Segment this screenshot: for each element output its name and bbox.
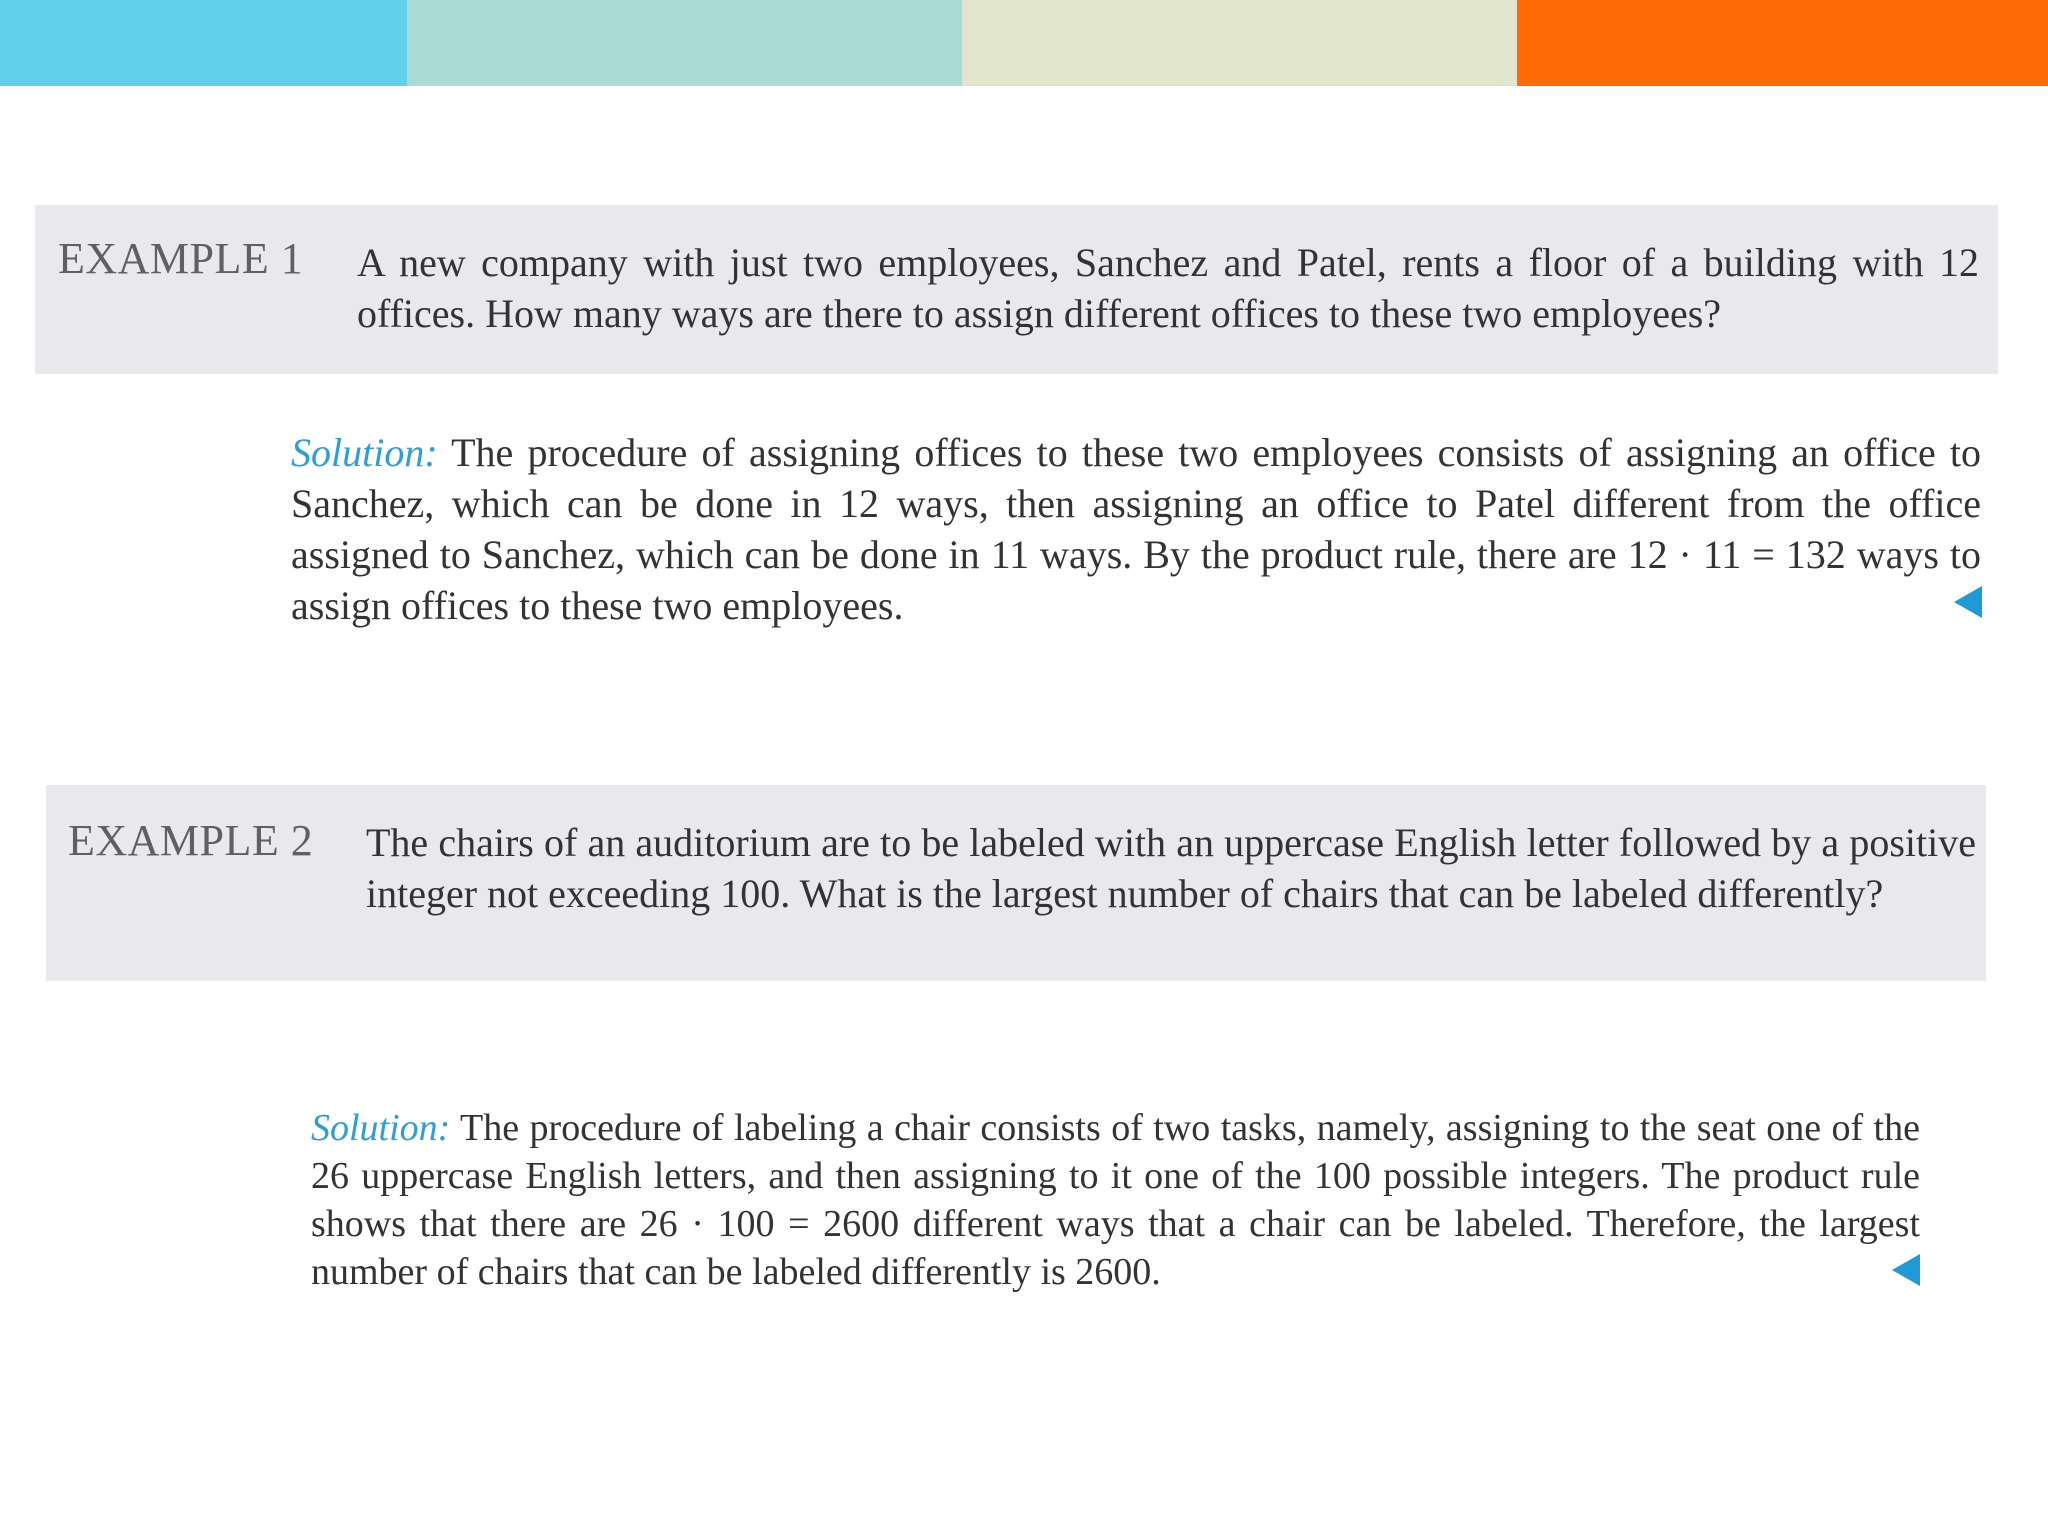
solution-1 <box>291 427 1981 631</box>
example-1-box <box>35 205 1998 374</box>
solution-1-text: The procedure of assigning offices to these two employees consists of assigning an office to Sanchez, which can be done in 12 ways, then assigning an office to Patel different from the office assigned to Sanchez, which can be done in 11 ways. By the product rule, there are 12 · 11 = 132 ways to assign offices to these two employees. <box>291 430 1981 628</box>
color-bar-segment-orange <box>1517 0 2048 86</box>
solution-2-text: The procedure of labeling a chair consists of two tasks, namely, assigning to the seat one of the 26 uppercase English letters, and then assigning to it one of the 100 possible integers. The product rule shows that there are 26 · 100 = 2600 different ways that a chair can be labeled. Therefore, the largest number of chairs that can be labeled differently is 2600. <box>311 1107 1920 1293</box>
color-bar-segment-teal <box>407 0 962 86</box>
example-1-label: EXAMPLE 1 <box>58 234 304 283</box>
end-of-solution-2-icon <box>1892 1254 1920 1286</box>
solution-2-label: Solution: <box>311 1107 451 1149</box>
color-bar-segment-blue <box>0 0 407 86</box>
color-bar-segment-beige <box>962 0 1517 86</box>
example-2-box <box>46 785 1986 981</box>
solution-2 <box>311 1104 1920 1296</box>
example-2-label: EXAMPLE 2 <box>68 816 314 865</box>
solution-1-label: Solution: <box>291 430 438 475</box>
decorative-color-bar <box>0 0 2048 86</box>
end-of-solution-1-icon <box>1954 586 1982 618</box>
example-2-question: The chairs of an auditorium are to be labeled with an uppercase English letter followed by a positive integer not exceeding 100. What is the largest number of chairs that can be labeled differently? <box>366 820 1976 916</box>
example-1-question: A new company with just two employees, Sanchez and Patel, rents a floor of a building with 12 offices. How many ways are there to assign different offices to these two employees? <box>357 240 1979 336</box>
